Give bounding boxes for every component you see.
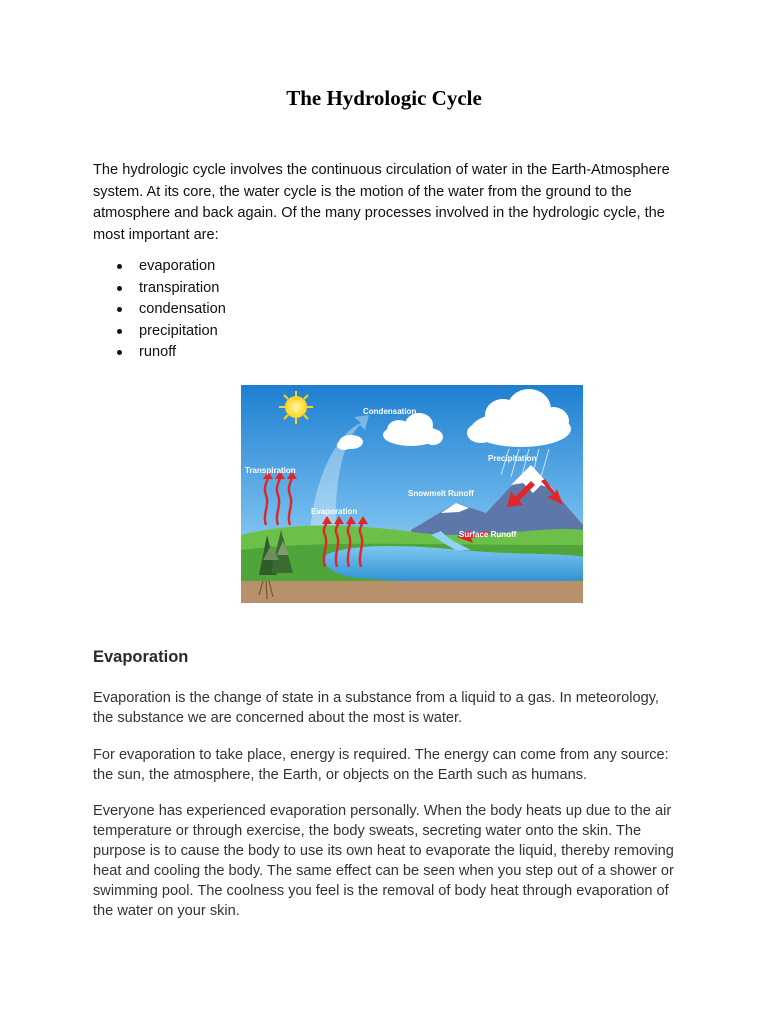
- ground: [241, 581, 583, 603]
- transpiration-label: Transpiration: [245, 466, 296, 475]
- condensation-label: Condensation: [363, 407, 417, 416]
- list-item: evaporation: [93, 256, 393, 278]
- snowmelt-runoff-label: Snowmelt Runoff: [408, 489, 474, 498]
- surface-runoff-label: Surface Runoff: [459, 530, 517, 539]
- page-title: The Hydrologic Cycle: [286, 86, 482, 110]
- water-cycle-diagram: [241, 385, 583, 603]
- list-item: transpiration: [93, 278, 393, 300]
- body-paragraph: For evaporation to take place, energy is required. The energy can come from any source: the sun, the atmosphere, the Earth, or objects on the Earth such as humans.: [93, 747, 669, 783]
- body-paragraph: Evaporation is the change of state in a substance from a liquid to a gas. In meteorology, the substance we are concerned about the most is water.: [93, 690, 659, 726]
- sun-icon: [279, 391, 313, 424]
- body-paragraph: Everyone has experienced evaporation personally. When the body heats up due to the air temperature or through exercise, the body sweats, secreting water onto the skin. The purpose is to cause the body to use its own heat to evaporate the liquid, thereby removing heat and cooling the body. The same effect can be seen when you step out of a shower or swimming pool. The coolness you feel is the removal of body heat through evaporation of the water on your skin.: [93, 803, 674, 919]
- evaporation-label: Evaporation: [311, 507, 358, 516]
- process-list: [93, 256, 393, 364]
- precipitation-label: Precipitation: [488, 454, 537, 463]
- list-item: precipitation: [93, 321, 393, 343]
- water-cycle-illustration: [241, 385, 583, 603]
- section-heading-evaporation: Evaporation: [93, 648, 189, 666]
- list-item: runoff: [93, 342, 393, 364]
- list-item: condensation: [93, 299, 393, 321]
- intro-paragraph: The hydrologic cycle involves the continuous circulation of water in the Earth-Atmosphere system. At its core, the water cycle is the motion of the water from the ground to the atmosphere and back again. Of the many processes involved in the hydrologic cycle, the most important are:: [93, 162, 670, 243]
